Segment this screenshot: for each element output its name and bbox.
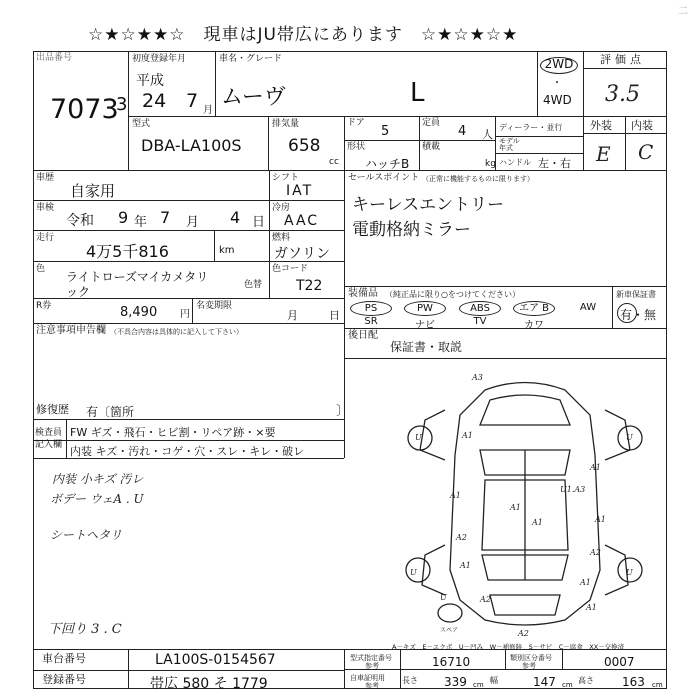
sales-point-line2: 電動格納ミラー — [352, 220, 471, 240]
new-warranty-circle — [617, 303, 637, 323]
height-unit: cm — [652, 681, 663, 689]
equip-leather: カワ — [524, 320, 544, 331]
inspection-year-unit: 年 — [134, 215, 148, 230]
ac-value: AAC — [284, 213, 320, 229]
equip-airbag: エア B — [513, 301, 555, 316]
note-line1: 内装 小キズ 汚レ — [52, 472, 144, 486]
fuel-label: 燃料 — [272, 233, 291, 243]
load-unit: kg — [485, 159, 496, 169]
width-unit: cm — [562, 681, 573, 689]
lot-suffix: 3 — [116, 94, 128, 115]
new-warranty-value: 有・無 — [620, 308, 657, 322]
drive-4wd: 4WD — [543, 93, 572, 107]
color-line2: ック — [66, 285, 91, 299]
displacement-label: 排気量 — [272, 119, 300, 129]
mileage-label: 走行 — [36, 233, 55, 243]
mileage-unit: km — [219, 245, 235, 256]
check-line2: 内装 キズ・汚れ・コゲ・穴・スレ・キレ・破レ — [70, 445, 305, 458]
first-reg-era: 平成 — [136, 73, 164, 89]
inspection-year: 9 — [118, 208, 129, 227]
equip-navi: ナビ — [415, 320, 435, 331]
mark-4: A1 — [450, 491, 461, 500]
model-name: ムーヴ — [221, 85, 286, 110]
first-reg-month: 7 — [186, 90, 199, 112]
mark-0: A3 — [472, 373, 483, 382]
height-label: 高さ — [578, 676, 594, 685]
type-code-value: DBA-LA100S — [141, 136, 242, 155]
damage-legend: A－キズ E－エクボ U－凹み W－補修跡 S－サビ C－腐食 XX－交換済 — [392, 643, 625, 651]
history-value: 自家用 — [70, 182, 116, 200]
doors-value: 5 — [381, 124, 390, 139]
displacement-unit: cc — [329, 157, 339, 167]
mark-13: U — [626, 568, 633, 577]
note-line3: シートヘタリ — [50, 528, 123, 542]
class-num-ref: 参考 — [522, 662, 536, 670]
inspection-day-unit: 日 — [252, 215, 266, 230]
extras-label: 後日配 — [348, 330, 378, 341]
name-change-day-unit: 日 — [329, 309, 340, 322]
class-num-label: 類別区分番号 — [510, 654, 552, 662]
mark-12: U — [410, 568, 417, 577]
type-num-ref: 参考 — [365, 662, 379, 670]
handle-label: ハンドル — [499, 158, 531, 167]
ac-label: 冷房 — [272, 203, 291, 213]
mark-10: A1 — [532, 518, 543, 527]
interior-label: 内装 — [631, 119, 653, 132]
load-label: 積載 — [422, 142, 441, 152]
model-label: 車名・グレード — [219, 54, 283, 64]
first-reg-label: 初度登録年月 — [132, 54, 187, 64]
equip-pw: PW — [404, 301, 446, 316]
mark-5: A1 — [510, 503, 521, 512]
name-change-label: 名変期限 — [196, 301, 233, 311]
model-grade: L — [410, 78, 425, 108]
mark-9: A2 — [456, 533, 467, 542]
doors-label: ドア — [347, 118, 365, 128]
equip-ps: PS — [350, 301, 392, 316]
mark-19: A1 — [586, 603, 597, 612]
first-reg-month-unit: 月 — [203, 105, 213, 116]
mark-11: A2 — [590, 548, 601, 557]
length-value: 339 — [444, 675, 467, 689]
header-banner: ☆★☆★★☆ 現車はJU帯広にあります ☆★☆★☆★ — [88, 25, 519, 45]
interior-grade: C — [638, 140, 654, 164]
rating-score: 3.5 — [605, 82, 640, 107]
color-label: 色 — [36, 264, 46, 274]
corner-mark: 二 — [678, 6, 688, 17]
class-num-value: 0007 — [604, 655, 635, 669]
width-label: 幅 — [490, 676, 498, 685]
inspection-day: 4 — [230, 208, 241, 227]
name-change-month-unit: 月 — [287, 309, 298, 322]
type-num-value: 16710 — [432, 655, 471, 669]
mileage-value: 4万5千816 — [86, 242, 169, 261]
rating-label: 評価点 — [600, 53, 645, 66]
lot-label: 出品番号 — [36, 53, 73, 63]
note-line2: ボデー ウェA . U — [50, 492, 144, 506]
mark-6: U1.A3 — [560, 485, 586, 494]
shift-value: IAT — [286, 183, 314, 199]
model-year-label1: モデル — [499, 137, 520, 145]
handle-value: 左・右 — [538, 157, 571, 170]
capacity-value: 4 — [458, 124, 467, 139]
shape-label: 形状 — [347, 142, 366, 152]
check-line1: FW ギズ・飛石・ヒビ割・リペア跡・×要 — [70, 426, 276, 439]
type-num-label: 型式指定番号 — [350, 654, 392, 662]
mark-16: A2 — [480, 595, 491, 604]
repair-bracket: 〕 — [336, 404, 350, 419]
chassis-value: LA100S-0154567 — [155, 652, 276, 668]
model-year-label2: 年式 — [499, 144, 513, 152]
history-label: 車歴 — [36, 173, 55, 183]
inspection-label: 車検 — [36, 203, 55, 213]
color-line1: ライトローズマイカメタリ — [66, 270, 209, 284]
color-change-label: 色替 — [244, 280, 263, 290]
recycle-unit: 円 — [180, 309, 190, 320]
color-code-value: T22 — [296, 278, 323, 294]
registration-label: 登録番号 — [42, 673, 86, 686]
notes-note: （不具合内容は具体的に記入して下さい） — [110, 328, 243, 336]
exterior-grade: E — [596, 142, 611, 166]
mark-18: A2 — [518, 629, 529, 638]
displacement-value: 658 — [288, 136, 321, 156]
shift-label: シフト — [272, 173, 300, 183]
equip-tv: TV — [473, 316, 487, 327]
drive-2wd: 2WD — [540, 57, 578, 74]
equipment-note: （純正品に限り○をつけてください） — [385, 290, 520, 299]
length-label: 長さ — [402, 676, 418, 685]
mark-2: U — [626, 433, 633, 442]
equip-abs: ABS — [459, 301, 501, 316]
length-unit: cm — [473, 681, 484, 689]
notes-label: 注意事項申告欄 — [36, 325, 106, 336]
mark-8: A1 — [595, 515, 606, 524]
equipment-label: 装備品 — [348, 288, 378, 299]
chassis-label: 車台番号 — [42, 652, 86, 665]
new-warranty-label: 新車保証書 — [616, 290, 656, 299]
exterior-label: 外装 — [590, 119, 612, 132]
cert-ref: 参考 — [365, 682, 379, 690]
sales-point-line1: キーレスエントリー — [352, 195, 505, 215]
color-code-label: 色コード — [272, 264, 309, 274]
capacity-label: 定員 — [422, 118, 441, 128]
mark-14: A1 — [580, 578, 591, 587]
capacity-unit: 人 — [482, 128, 493, 141]
repair-value: 有〔箇所 — [86, 405, 135, 419]
cert-label: 自車証明用 — [350, 674, 385, 682]
recycle-label: R券 — [36, 301, 52, 311]
mark-3: A1 — [462, 431, 473, 440]
check-label1: 検査員 — [35, 428, 63, 438]
shape-value: ハッチB — [365, 157, 410, 171]
equip-sr: SR — [364, 316, 378, 327]
lot-number: 7073 — [50, 94, 119, 125]
repair-label: 修復歴 — [36, 403, 69, 416]
recycle-value: 8,490 — [120, 305, 158, 320]
width-value: 147 — [533, 675, 556, 689]
spare-label: スペア — [440, 627, 459, 634]
car-damage-diagram — [390, 370, 660, 640]
sales-point-note: （正常に機能するものに限ります） — [422, 175, 534, 183]
type-code-label: 型式 — [132, 119, 151, 129]
mark-7: A1 — [590, 463, 601, 472]
sales-point-label: セールスポイント — [348, 173, 420, 183]
mark-17: U — [440, 593, 447, 602]
check-label2: 記入欄 — [35, 440, 63, 450]
note-line4: 下回り 3 . C — [48, 622, 122, 637]
equip-aw: AW — [579, 302, 597, 313]
dealer-label: ディーラー・並行 — [499, 123, 563, 132]
height-value: 163 — [622, 675, 645, 689]
inspection-month: 7 — [160, 208, 171, 227]
fuel-value: ガソリン — [274, 246, 330, 262]
mark-15: A1 — [460, 561, 471, 570]
mark-1: U — [415, 433, 422, 442]
inspection-month-unit: 月 — [186, 215, 200, 230]
extras-value: 保証書・取説 — [390, 340, 463, 354]
drive-dot: ・ — [552, 78, 562, 89]
registration-value: 帯広 580 そ 1779 — [150, 676, 268, 692]
inspection-era: 令和 — [66, 213, 94, 229]
first-reg-year: 24 — [142, 90, 167, 112]
